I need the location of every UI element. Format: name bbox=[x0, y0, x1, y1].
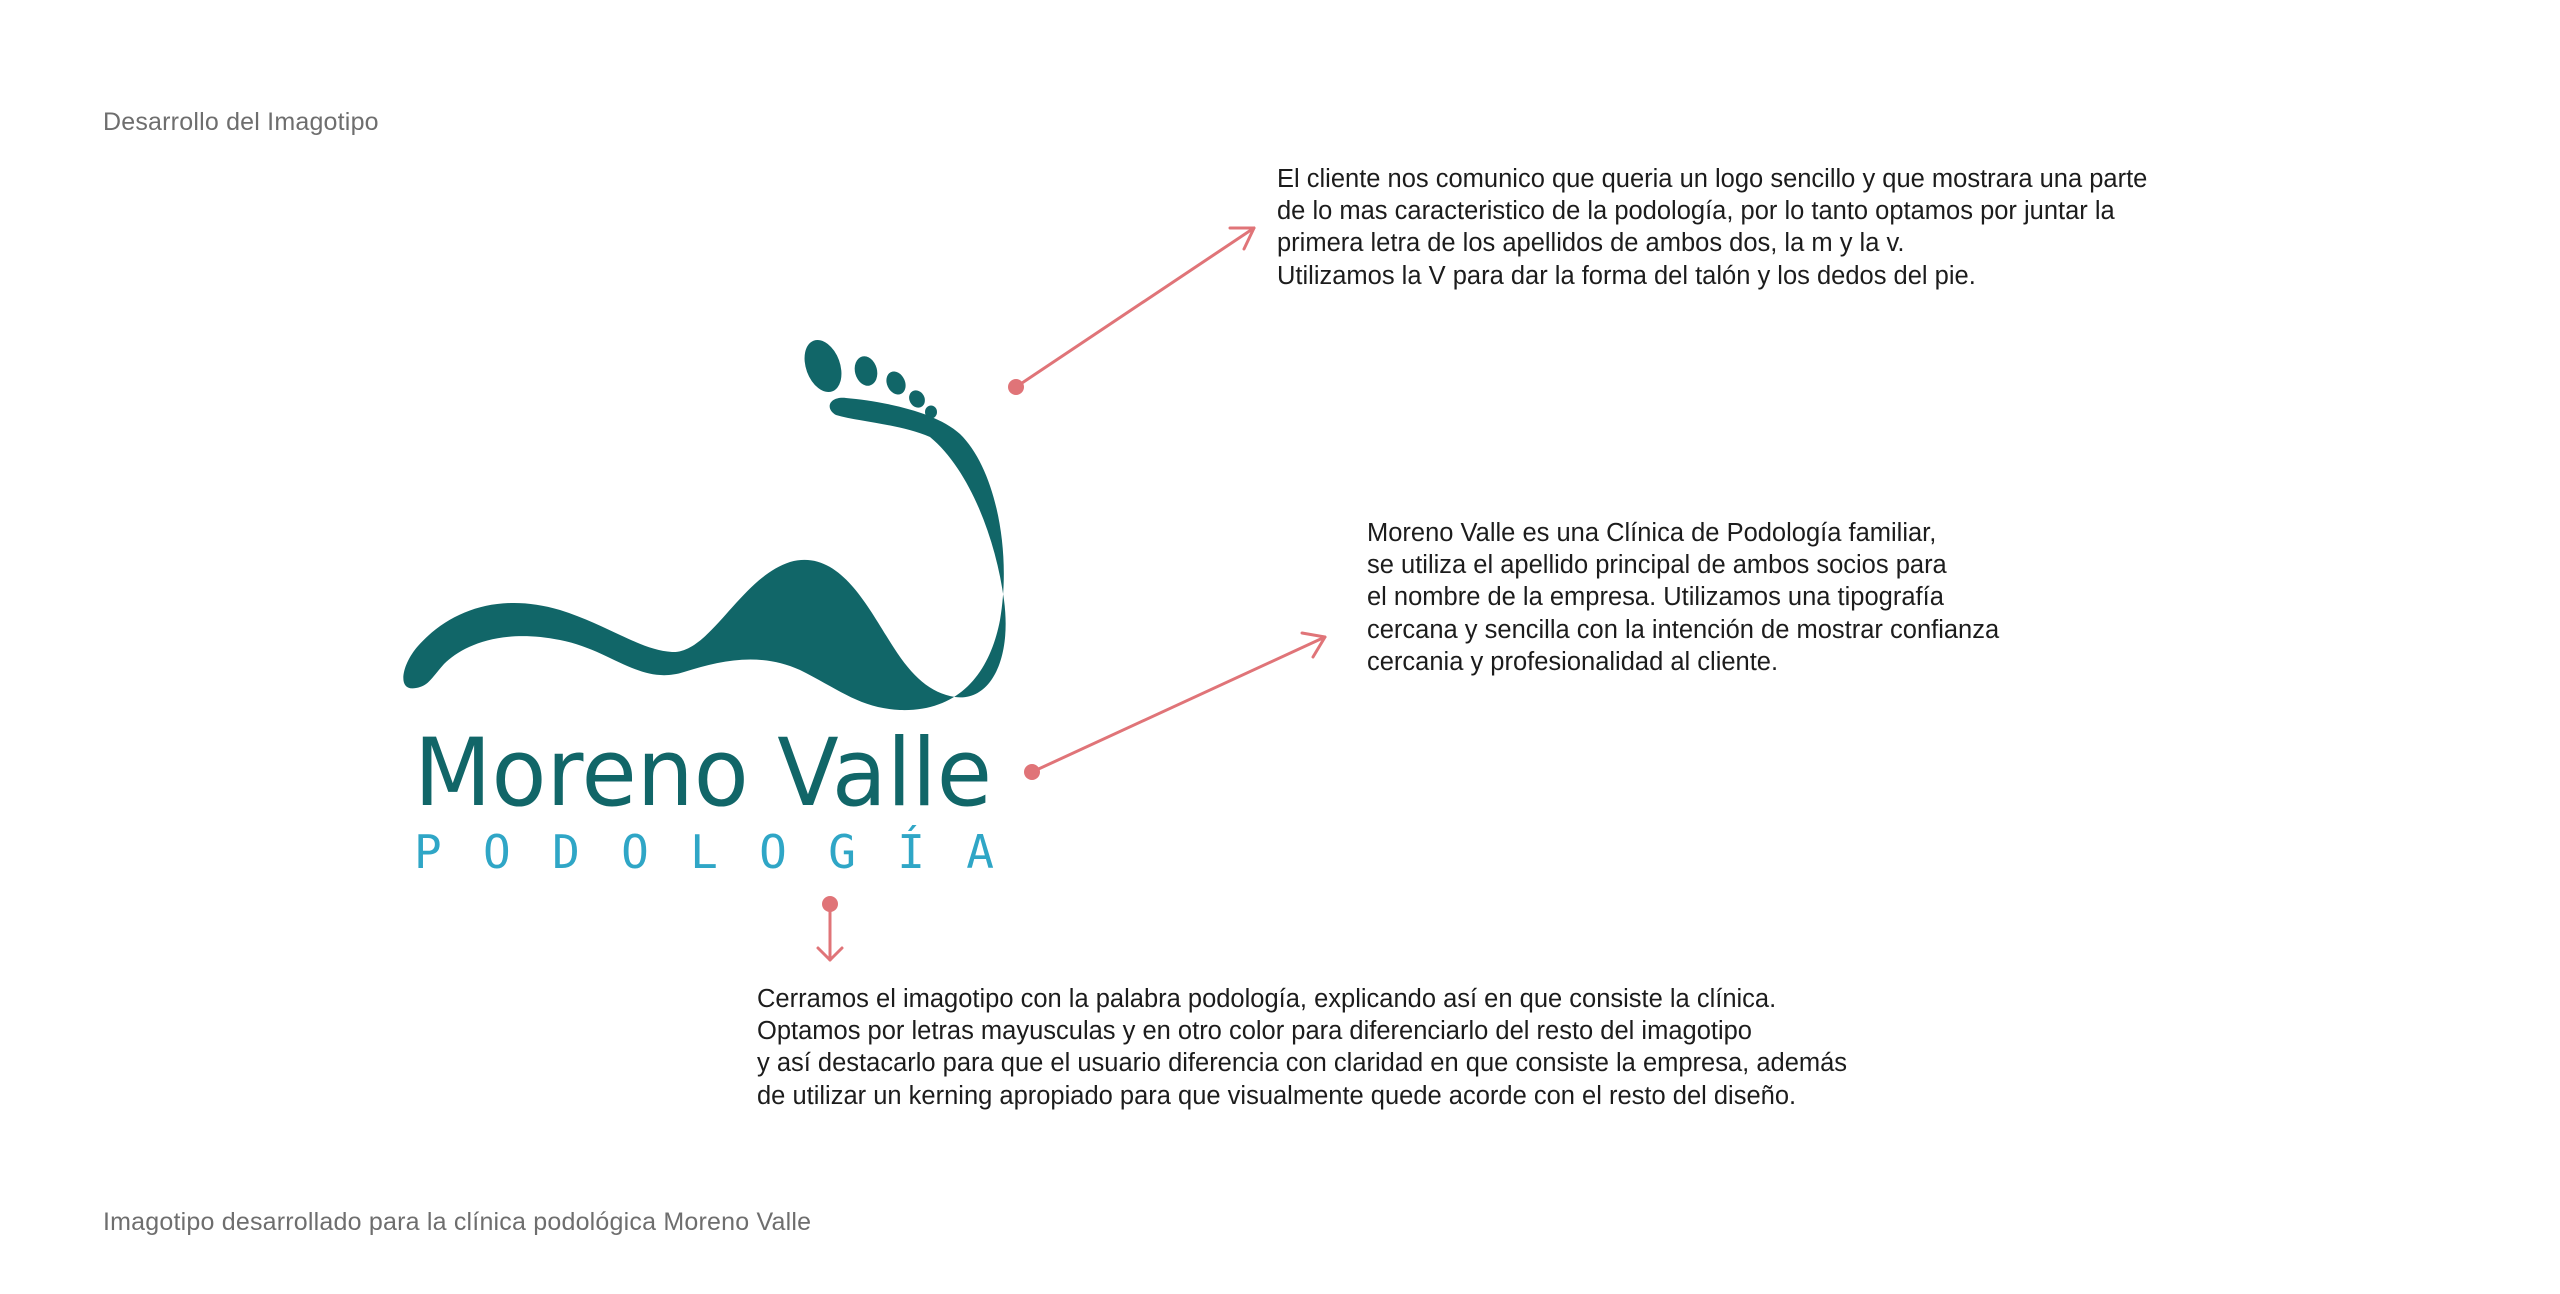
page-footer-caption: Imagotipo desarrollado para la clínica podológica Moreno Valle bbox=[103, 1208, 812, 1236]
dot-middle bbox=[1024, 764, 1040, 780]
annotation-arrows bbox=[818, 228, 1325, 960]
foot-toe-2-icon bbox=[851, 354, 880, 389]
arrow-middle bbox=[1032, 633, 1325, 772]
page-title: Desarrollo del Imagotipo bbox=[103, 108, 379, 136]
annotation-middle-line: se utiliza el apellido principal de ambos socios para bbox=[1367, 551, 1947, 580]
annotation-top-line: El cliente nos comunico que queria un logo sencillo y que mostrara una parte bbox=[1277, 165, 2148, 193]
annotation-middle-line: cercania y profesionalidad al cliente. bbox=[1367, 647, 1779, 676]
annotation-bottom-line: y así destacarlo para que el usuario diferencia con claridad en que consiste la empresa, además bbox=[757, 1049, 1848, 1078]
annotation-bottom-line: Cerramos el imagotipo con la palabra podología, explicando así en que consiste la clínica. bbox=[757, 985, 1777, 1013]
dot-bottom bbox=[822, 896, 838, 912]
logo-name: Moreno Valle bbox=[414, 719, 992, 828]
annotation-middle-line: el nombre de la empresa. Utilizamos una tipografía bbox=[1367, 583, 1944, 612]
annotation-top-line: primera letra de los apellidos de ambos dos, la m y la v. bbox=[1277, 229, 1905, 258]
dot-top bbox=[1008, 379, 1024, 395]
annotation-top-line: de lo mas caracteristico de la podología, por lo tanto optamos por juntar la bbox=[1277, 197, 2115, 226]
annotation-bottom bbox=[757, 983, 1847, 1112]
annotation-top-line: Utilizamos la V para dar la forma del talón y los dedos del pie. bbox=[1277, 261, 1976, 290]
arrow-top bbox=[1016, 228, 1254, 387]
arrow-bottom bbox=[818, 904, 842, 960]
annotation-top bbox=[1277, 163, 2147, 292]
annotation-middle bbox=[1367, 517, 1999, 678]
logo-subtitle: PODOLOGÍA bbox=[414, 825, 994, 879]
annotation-middle-line: Moreno Valle es una Clínica de Podología familiar, bbox=[1367, 519, 1937, 547]
foot-big-toe-icon bbox=[798, 335, 848, 397]
foot-toe-4-icon bbox=[906, 387, 928, 410]
imagotipo-mark bbox=[403, 335, 1005, 710]
annotation-middle-line: cercana y sencilla con la intención de mostrar confianza bbox=[1367, 615, 2000, 644]
foot-toe-3-icon bbox=[883, 368, 909, 397]
annotation-bottom-line: Optamos por letras mayusculas y en otro color para diferenciarlo del resto del imagotipo bbox=[757, 1017, 1752, 1046]
foot-wave-icon bbox=[403, 398, 1005, 710]
annotation-bottom-line: de utilizar un kerning apropiado para que visualmente quede acorde con el resto del diseño. bbox=[757, 1081, 1797, 1110]
